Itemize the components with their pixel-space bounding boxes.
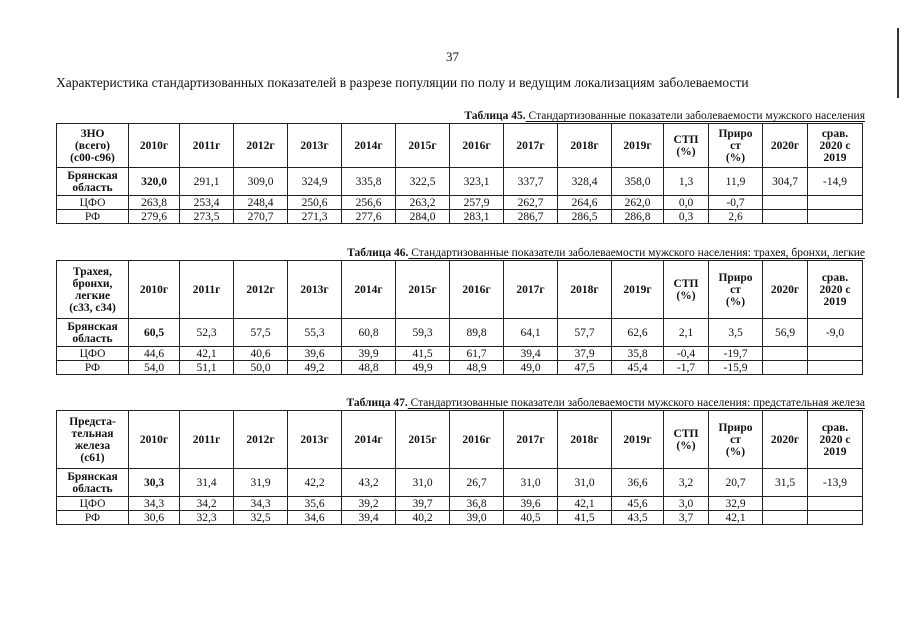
table-cell: 286,8: [612, 210, 664, 224]
table-cell: 32,5: [234, 511, 288, 525]
table-cell: 39,2: [342, 497, 396, 511]
region-cell: Брянская область: [57, 319, 129, 347]
table-cell: 35,8: [612, 347, 664, 361]
table-cell: 277,6: [342, 210, 396, 224]
table-cell: 39,7: [396, 497, 450, 511]
table-caption-text: Стандартизованные показатели заболеваемости мужского населения: [525, 110, 865, 122]
table-cell: 263,2: [396, 196, 450, 210]
table-cell: 3,0: [664, 497, 709, 511]
table-cell: 60,8: [342, 319, 396, 347]
table-row: [57, 361, 863, 375]
table-cell: -15,9: [709, 361, 763, 375]
table-cell: 323,1: [450, 168, 504, 196]
table-cell: [763, 210, 808, 224]
table-cell: -19,7: [709, 347, 763, 361]
table-cell: -1,7: [664, 361, 709, 375]
table-header-cell: 2017г: [504, 261, 558, 319]
table-cell: 40,6: [234, 347, 288, 361]
table-header-cell: срав. 2020 с 2019: [808, 261, 863, 319]
table-cell: 2,6: [709, 210, 763, 224]
page-heading: Характеристика стандартизованных показателей в разрезе популяции по полу и ведущим локализациям заболеваемости: [56, 75, 749, 90]
table-cell: [763, 347, 808, 361]
table-cell: 0,3: [664, 210, 709, 224]
table-cell: 40,2: [396, 511, 450, 525]
table-cell: [808, 511, 863, 525]
table-cell: 270,7: [234, 210, 288, 224]
table-cell: 34,2: [180, 497, 234, 511]
table-cell: 57,7: [558, 319, 612, 347]
table-header-cell: 2012г: [234, 411, 288, 469]
table-header-cell: 2011г: [180, 124, 234, 168]
region-cell: РФ: [57, 361, 129, 375]
table-caption-text: Стандартизованные показатели заболеваемости мужского населения: трахея, бронхи, легкие: [408, 247, 865, 259]
table-header-cell: 2019г: [612, 261, 664, 319]
table-cell: 337,7: [504, 168, 558, 196]
table-cell: 2,1: [664, 319, 709, 347]
table-header-cell: 2015г: [396, 261, 450, 319]
table-header-cell: 2019г: [612, 124, 664, 168]
table-cell: 263,8: [129, 196, 180, 210]
table-cell: 64,1: [504, 319, 558, 347]
table-cell: -0,4: [664, 347, 709, 361]
table-header-cell: СТП (%): [664, 124, 709, 168]
table-cell: 34,3: [234, 497, 288, 511]
table-cell: 250,6: [288, 196, 342, 210]
table-caption-label: Таблица 47.: [346, 397, 408, 409]
table-cell: 48,8: [342, 361, 396, 375]
table-header-cell: 2010г: [129, 261, 180, 319]
table-cell: 41,5: [558, 511, 612, 525]
table-header-cell: 2010г: [129, 124, 180, 168]
table-cell: 32,9: [709, 497, 763, 511]
table-cell: 35,6: [288, 497, 342, 511]
table-cell: 256,6: [342, 196, 396, 210]
table-cell: 36,8: [450, 497, 504, 511]
table-cell: 55,3: [288, 319, 342, 347]
table-cell: 31,0: [558, 469, 612, 497]
table-cell: 60,5: [129, 319, 180, 347]
table-cell: 3,7: [664, 511, 709, 525]
table-cell: 304,7: [763, 168, 808, 196]
table-cell: [808, 347, 863, 361]
table-cell: [763, 511, 808, 525]
table-cell: 284,0: [396, 210, 450, 224]
table-header-row: [57, 411, 863, 469]
table-header-cell: 2013г: [288, 411, 342, 469]
table-cell: 42,1: [709, 511, 763, 525]
table-header-cell: 2019г: [612, 411, 664, 469]
table-header-cell: 2018г: [558, 124, 612, 168]
table-cell: 37,9: [558, 347, 612, 361]
table-header-cell: 2016г: [450, 261, 504, 319]
table-cell: 49,0: [504, 361, 558, 375]
table-header-cell: 2014г: [342, 124, 396, 168]
table-header-row: [57, 124, 863, 168]
table-cell: 34,6: [288, 511, 342, 525]
table-cell: 279,6: [129, 210, 180, 224]
table-cell: 31,0: [396, 469, 450, 497]
region-cell: Брянская область: [57, 469, 129, 497]
table-row: [57, 469, 863, 497]
table-cell: 54,0: [129, 361, 180, 375]
table-cell: 62,6: [612, 319, 664, 347]
table-caption: [464, 110, 865, 122]
table-cell: 34,3: [129, 497, 180, 511]
table-cell: 31,0: [504, 469, 558, 497]
margin-rule: [897, 28, 899, 98]
table-cell: -13,9: [808, 469, 863, 497]
table-header-cell: Предста- тельная железа (с61): [57, 411, 129, 469]
table-cell: 328,4: [558, 168, 612, 196]
table-cell: [763, 497, 808, 511]
table-cell: 26,7: [450, 469, 504, 497]
table-cell: 44,6: [129, 347, 180, 361]
region-cell: РФ: [57, 511, 129, 525]
table-caption: [347, 247, 865, 259]
table-cell: 3,2: [664, 469, 709, 497]
table-header-cell: ЗНО (всего) (с00-с96): [57, 124, 129, 168]
table-cell: [763, 361, 808, 375]
table-cell: 31,4: [180, 469, 234, 497]
table-cell: 309,0: [234, 168, 288, 196]
table-cell: 43,5: [612, 511, 664, 525]
table-cell: 52,3: [180, 319, 234, 347]
table-cell: [763, 196, 808, 210]
table-header-cell: 2012г: [234, 124, 288, 168]
table-cell: 1,3: [664, 168, 709, 196]
table-cell: 248,4: [234, 196, 288, 210]
data-table: [56, 123, 863, 224]
table-cell: 45,6: [612, 497, 664, 511]
table-cell: [808, 497, 863, 511]
table-cell: 335,8: [342, 168, 396, 196]
table-header-cell: срав. 2020 с 2019: [808, 411, 863, 469]
table-header-cell: Приро ст (%): [709, 411, 763, 469]
table-cell: 264,6: [558, 196, 612, 210]
table-header-cell: 2018г: [558, 261, 612, 319]
table-caption: [346, 397, 865, 409]
table-header-cell: 2014г: [342, 411, 396, 469]
table-header-cell: 2013г: [288, 261, 342, 319]
table-header-cell: 2014г: [342, 261, 396, 319]
table-header-cell: 2020г: [763, 124, 808, 168]
table-cell: 262,7: [504, 196, 558, 210]
table-cell: -0,7: [709, 196, 763, 210]
region-cell: РФ: [57, 210, 129, 224]
table-cell: 49,9: [396, 361, 450, 375]
table-caption-text: Стандартизованные показатели заболеваемости мужского населения: предстательная железа: [407, 397, 865, 409]
table-cell: [808, 196, 863, 210]
table-cell: 273,5: [180, 210, 234, 224]
table-header-cell: Приро ст (%): [709, 124, 763, 168]
region-cell: ЦФО: [57, 347, 129, 361]
table-cell: 42,2: [288, 469, 342, 497]
table-cell: 253,4: [180, 196, 234, 210]
table-cell: 20,7: [709, 469, 763, 497]
table-cell: 36,6: [612, 469, 664, 497]
table-header-cell: 2011г: [180, 261, 234, 319]
table-cell: 42,1: [558, 497, 612, 511]
table-cell: -14,9: [808, 168, 863, 196]
table-header-cell: 2020г: [763, 261, 808, 319]
table-row: [57, 196, 863, 210]
table-header-cell: 2018г: [558, 411, 612, 469]
table-cell: [808, 361, 863, 375]
table-cell: 59,3: [396, 319, 450, 347]
table-header-cell: СТП (%): [664, 411, 709, 469]
table-cell: 39,0: [450, 511, 504, 525]
table-cell: 257,9: [450, 196, 504, 210]
table-header-cell: Приро ст (%): [709, 261, 763, 319]
table-cell: 286,7: [504, 210, 558, 224]
table-header-cell: 2017г: [504, 124, 558, 168]
table-cell: -9,0: [808, 319, 863, 347]
table-row: [57, 210, 863, 224]
table-cell: 57,5: [234, 319, 288, 347]
table-cell: 30,3: [129, 469, 180, 497]
table-cell: 41,5: [396, 347, 450, 361]
region-cell: ЦФО: [57, 497, 129, 511]
table-header-cell: 2011г: [180, 411, 234, 469]
table-cell: 0,0: [664, 196, 709, 210]
table-cell: 320,0: [129, 168, 180, 196]
table-cell: 31,5: [763, 469, 808, 497]
table-cell: [808, 210, 863, 224]
table-cell: 39,9: [342, 347, 396, 361]
table-cell: 45,4: [612, 361, 664, 375]
table-header-cell: 2015г: [396, 124, 450, 168]
table-cell: 47,5: [558, 361, 612, 375]
table-cell: 42,1: [180, 347, 234, 361]
table-cell: 291,1: [180, 168, 234, 196]
table-cell: 324,9: [288, 168, 342, 196]
table-cell: 39,6: [288, 347, 342, 361]
table-header-cell: срав. 2020 с 2019: [808, 124, 863, 168]
table-header-cell: СТП (%): [664, 261, 709, 319]
table-row: [57, 168, 863, 196]
table-header-row: [57, 261, 863, 319]
table-header-cell: 2012г: [234, 261, 288, 319]
table-cell: 32,3: [180, 511, 234, 525]
table-cell: 89,8: [450, 319, 504, 347]
table-cell: 48,9: [450, 361, 504, 375]
table-row: [57, 511, 863, 525]
table-cell: 39,4: [504, 347, 558, 361]
table-cell: 49,2: [288, 361, 342, 375]
table-header-cell: Трахея, бронхи, легкие (с33, с34): [57, 261, 129, 319]
table-row: [57, 319, 863, 347]
table-header-cell: 2016г: [450, 411, 504, 469]
region-cell: ЦФО: [57, 196, 129, 210]
region-cell: Брянская область: [57, 168, 129, 196]
table-cell: 31,9: [234, 469, 288, 497]
table-cell: 3,5: [709, 319, 763, 347]
table-cell: 358,0: [612, 168, 664, 196]
table-cell: 283,1: [450, 210, 504, 224]
table-caption-label: Таблица 45.: [464, 110, 526, 122]
table-header-cell: 2010г: [129, 411, 180, 469]
table-header-cell: 2020г: [763, 411, 808, 469]
table-cell: 30,6: [129, 511, 180, 525]
table-header-cell: 2016г: [450, 124, 504, 168]
table-cell: 262,0: [612, 196, 664, 210]
table-caption-label: Таблица 46.: [347, 247, 409, 259]
data-table: [56, 260, 863, 375]
table-cell: 271,3: [288, 210, 342, 224]
table-cell: 39,4: [342, 511, 396, 525]
table-header-cell: 2013г: [288, 124, 342, 168]
table-cell: 43,2: [342, 469, 396, 497]
data-table: [56, 410, 863, 525]
page-number: 37: [446, 49, 459, 64]
table-cell: 51,1: [180, 361, 234, 375]
table-cell: 56,9: [763, 319, 808, 347]
table-cell: 61,7: [450, 347, 504, 361]
table-cell: 40,5: [504, 511, 558, 525]
table-header-cell: 2015г: [396, 411, 450, 469]
table-cell: 322,5: [396, 168, 450, 196]
table-cell: 11,9: [709, 168, 763, 196]
table-cell: 50,0: [234, 361, 288, 375]
table-row: [57, 497, 863, 511]
table-cell: 39,6: [504, 497, 558, 511]
table-cell: 286,5: [558, 210, 612, 224]
table-header-cell: 2017г: [504, 411, 558, 469]
table-row: [57, 347, 863, 361]
